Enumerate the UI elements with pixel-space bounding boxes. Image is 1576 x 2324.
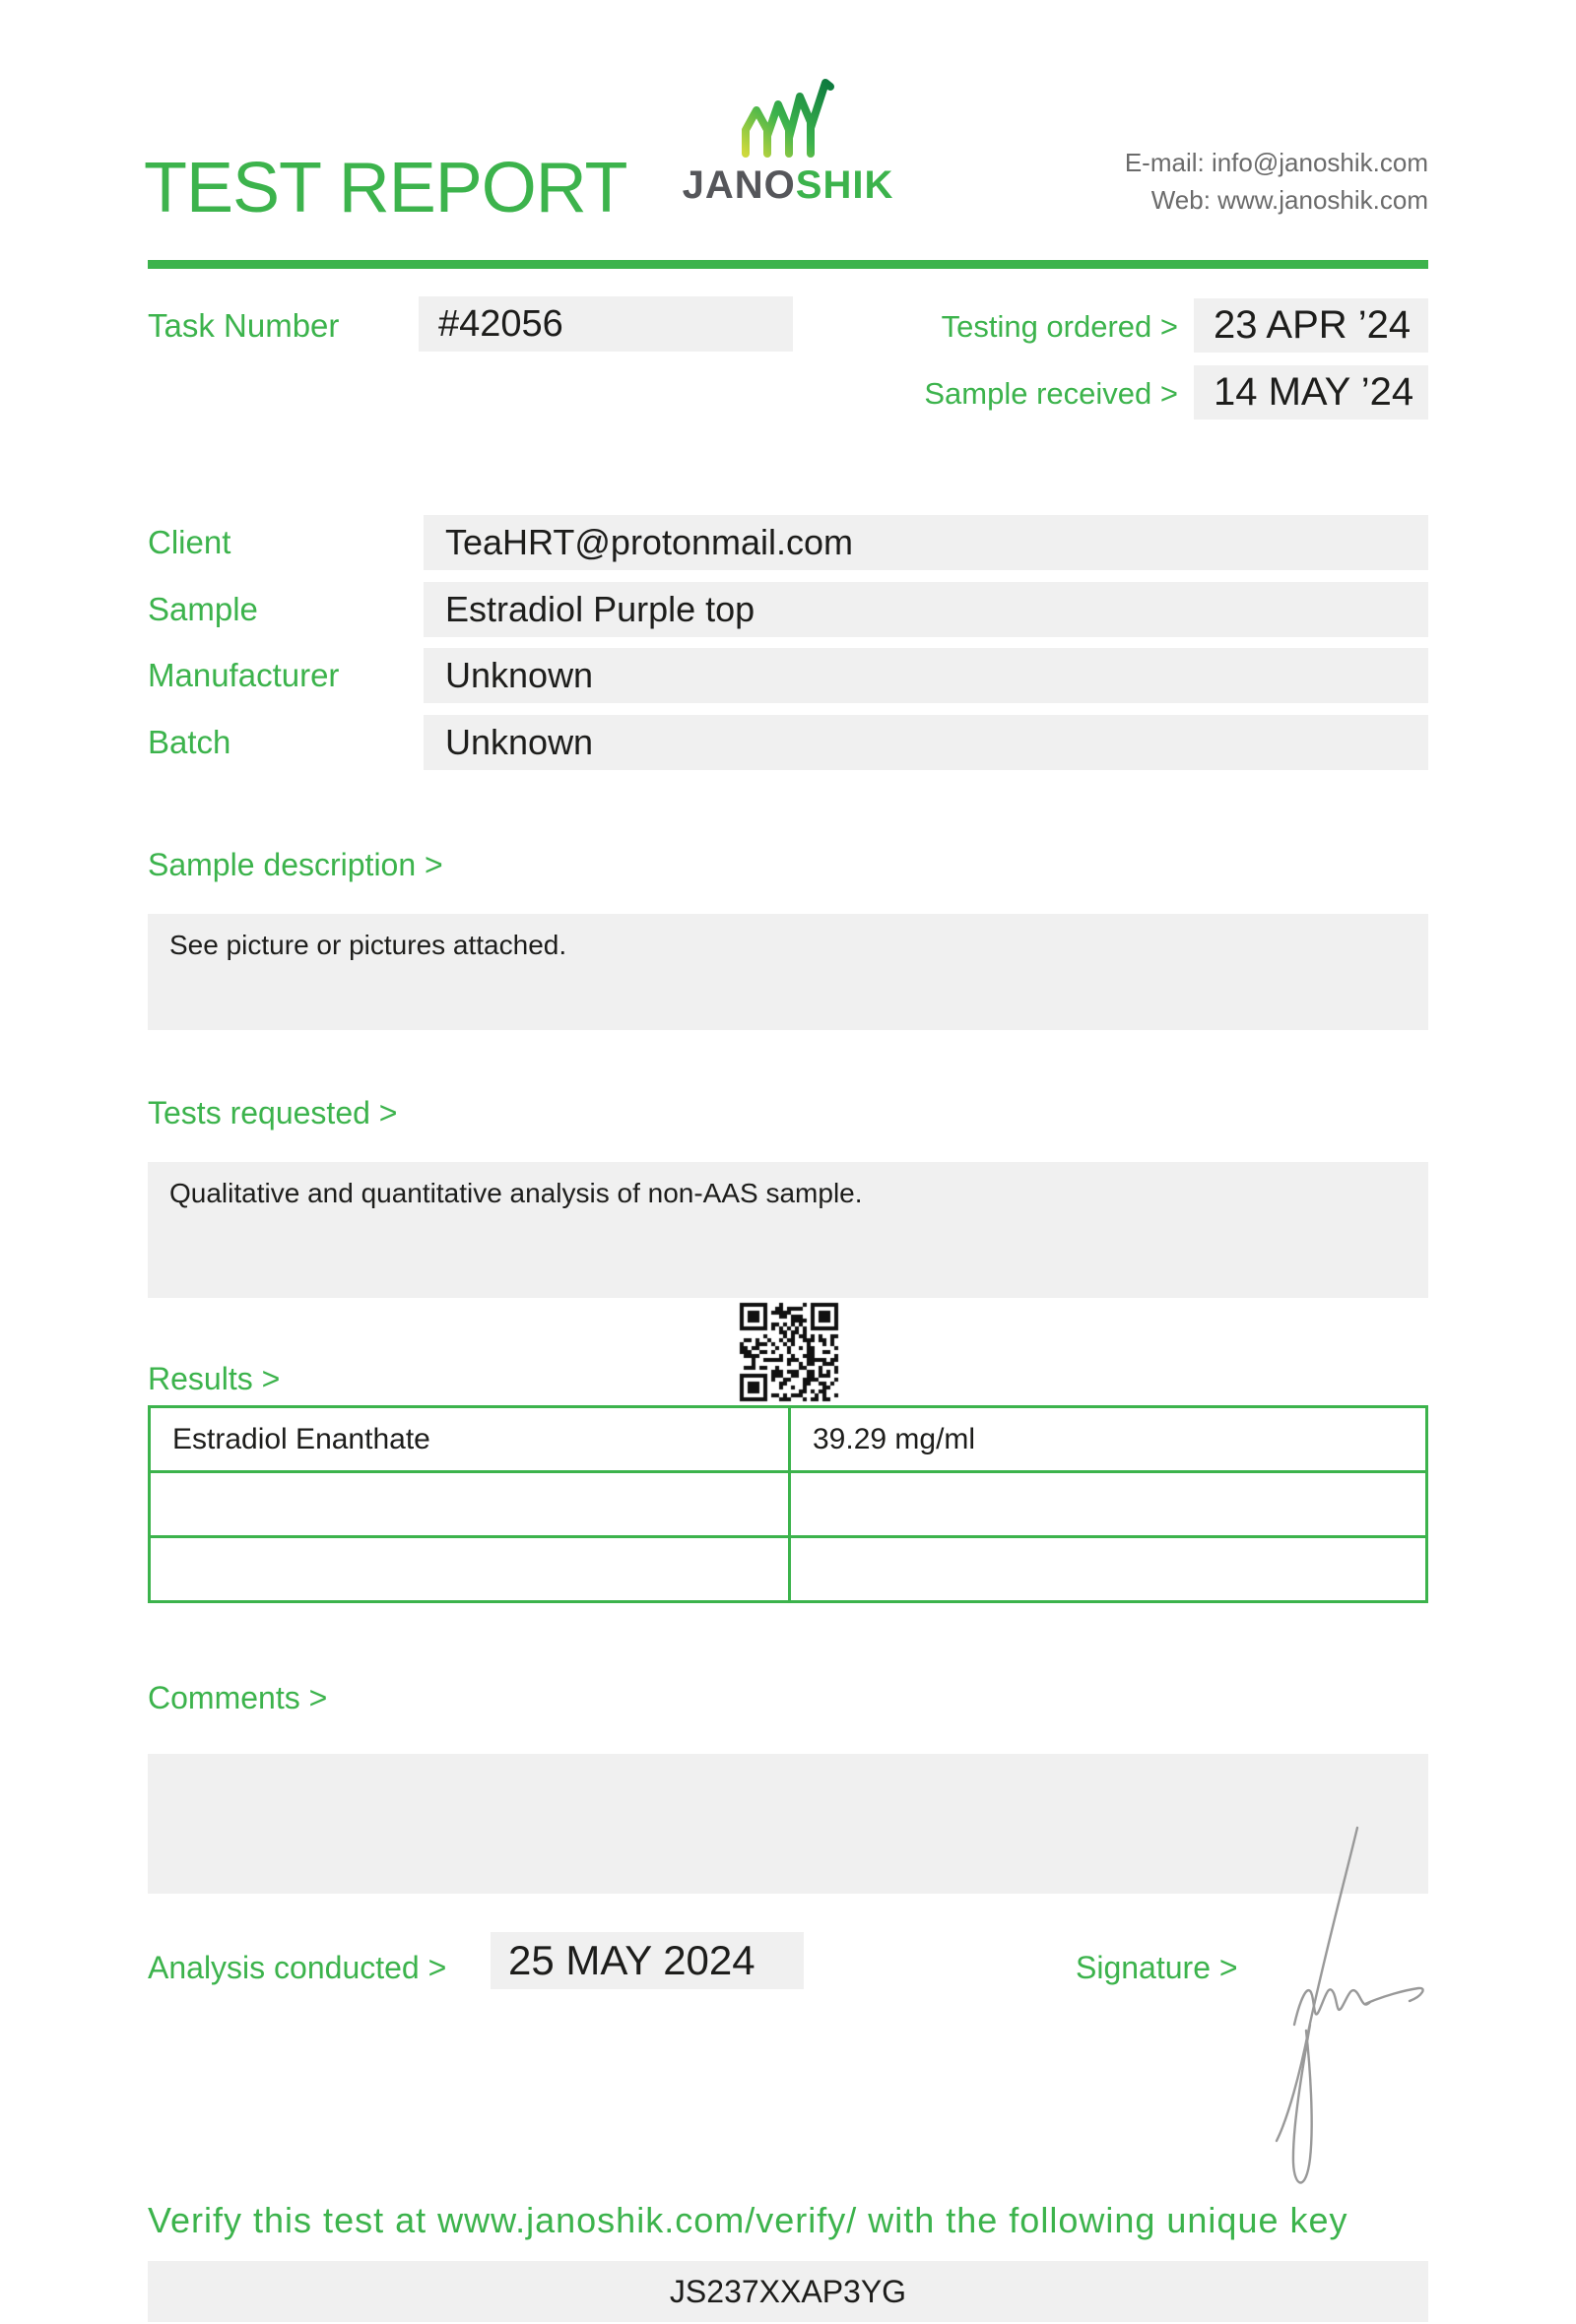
trend-chart-icon	[741, 75, 835, 160]
header-divider	[148, 260, 1428, 269]
manufacturer-label: Manufacturer	[148, 657, 340, 693]
analysis-conducted-label: Analysis conducted >	[148, 1950, 447, 1985]
page-title: TEST REPORT	[144, 149, 627, 227]
sample-received-value: 14 MAY ’24	[1194, 365, 1428, 420]
result-value: 39.29 mg/ml	[790, 1407, 1427, 1472]
sample-description-panel: See picture or pictures attached.	[148, 914, 1428, 1030]
sample-received-label: Sample received >	[924, 376, 1178, 411]
qr-code	[739, 1302, 839, 1402]
signature-image	[1263, 1822, 1440, 2206]
analysis-conducted-date: 25 MAY 2024	[491, 1932, 804, 1989]
result-value	[790, 1472, 1427, 1537]
sample-description-heading: Sample description >	[148, 847, 443, 882]
verify-instruction: Verify this test at www.janoshik.com/verify/ with the following unique key	[148, 2200, 1348, 2240]
brand-wordmark	[630, 163, 946, 208]
result-name	[150, 1537, 790, 1602]
verify-key: JS237XXAP3YG	[148, 2261, 1428, 2322]
sample-label: Sample	[148, 591, 258, 627]
tests-requested-panel: Qualitative and quantitative analysis of non-AAS sample.	[148, 1162, 1428, 1298]
tests-requested-heading: Tests requested >	[148, 1095, 398, 1130]
sample-value: Estradiol Purple top	[424, 582, 1428, 637]
brand-name-primary: JANO	[682, 163, 796, 207]
batch-label: Batch	[148, 724, 231, 760]
brand-name-secondary: SHIK	[795, 163, 894, 207]
table-row	[150, 1472, 1427, 1537]
contact-email: E-mail: info@janoshik.com	[1124, 148, 1428, 177]
comments-heading: Comments >	[148, 1680, 328, 1715]
testing-ordered-label: Testing ordered >	[941, 309, 1178, 344]
table-row	[150, 1537, 1427, 1602]
comments-panel	[148, 1754, 1428, 1894]
results-heading: Results >	[148, 1361, 281, 1396]
contact-block	[985, 144, 1428, 219]
contact-web: Web: www.janoshik.com	[1150, 185, 1428, 215]
signature-label: Signature >	[1076, 1950, 1238, 1985]
manufacturer-value: Unknown	[424, 648, 1428, 703]
client-value: TeaHRT@protonmail.com	[424, 515, 1428, 570]
results-table	[148, 1405, 1428, 1603]
batch-value: Unknown	[424, 715, 1428, 770]
result-value	[790, 1537, 1427, 1602]
table-row	[150, 1407, 1427, 1472]
client-label: Client	[148, 524, 231, 560]
testing-ordered-value: 23 APR ’24	[1194, 298, 1428, 353]
brand-logo	[630, 75, 946, 208]
task-number-label: Task Number	[148, 307, 340, 344]
task-number-value: #42056	[419, 296, 793, 352]
result-name: Estradiol Enanthate	[150, 1407, 790, 1472]
result-name	[150, 1472, 790, 1537]
